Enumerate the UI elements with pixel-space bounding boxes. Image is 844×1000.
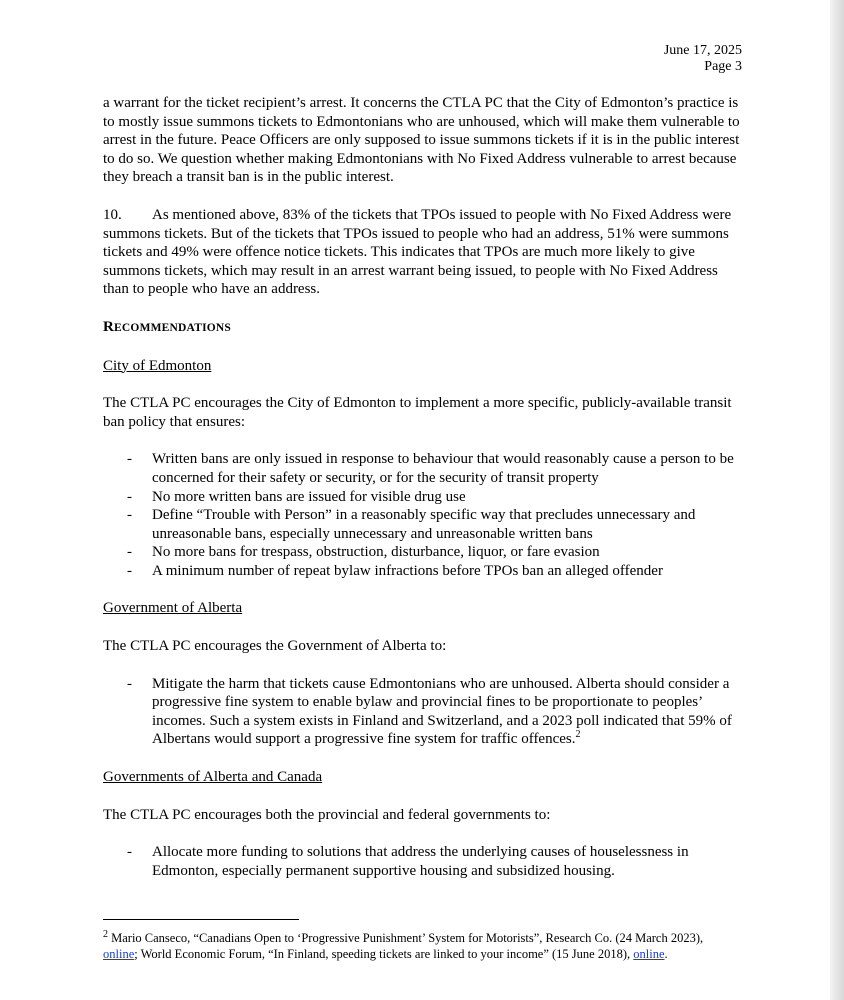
page-header bbox=[664, 43, 742, 75]
paragraph-10-text: As mentioned above, 83% of the tickets that TPOs issued to people with No Fixed Address were summons tickets. But of the tickets that TPOs issued to people who had an address, 51% were summons tickets and 49% were offence notice tickets. This indicates that TPOs are much more likely to give summons tickets, which may result in an arrest warrant being issued, to people with No Fixed Address than to people who have an address. bbox=[103, 206, 732, 298]
list-item: - A minimum number of repeat bylaw infractions before TPOs ban an alleged offender bbox=[152, 562, 743, 581]
section-heading-alberta: Government of Alberta bbox=[103, 600, 243, 617]
list-item: - No more written bans are issued for visible drug use bbox=[152, 488, 743, 507]
alberta-canada-list bbox=[103, 843, 743, 880]
document-body bbox=[103, 94, 743, 880]
section-heading-edmonton: City of Edmonton bbox=[103, 357, 212, 374]
footnote-text-2: ; World Economic Forum, “In Finland, speeding tickets are linked to your income” (15 June 2018), bbox=[134, 947, 634, 961]
edmonton-intro: The CTLA PC encourages the City of Edmonton to implement a more specific, publicly-available transit ban policy that ensures: bbox=[103, 395, 732, 430]
footnote bbox=[103, 930, 733, 962]
alberta-list bbox=[103, 675, 743, 749]
footnote-link-online-2[interactable]: online bbox=[633, 947, 665, 961]
header-date: June 17, 2025 bbox=[663, 43, 742, 58]
footnote-text-3: . bbox=[664, 947, 668, 961]
paragraph-10 bbox=[103, 206, 743, 299]
recommendations-heading-initial: R bbox=[103, 318, 115, 335]
paragraph-number: 10. bbox=[103, 206, 122, 223]
list-item: - No more bans for trespass, obstruction, disturbance, liquor, or fare evasion bbox=[152, 543, 743, 562]
alberta-canada-intro: The CTLA PC encourages both the provincial and federal governments to: bbox=[103, 806, 551, 823]
list-item: - Allocate more funding to solutions that address the underlying causes of houselessness in Edmonton, especially permanent supportive housing and subsidized housing. bbox=[152, 843, 743, 880]
footnote-separator bbox=[103, 919, 299, 920]
paragraph-continued: a warrant for the ticket recipient’s arrest. It concerns the CTLA PC that the City of Edmonton’s practice is to mostly issue summons tickets to Edmontonians who are unhoused, which will make them vulnerable to arrest in the future. Peace Officers are only supposed to issue summons tickets if it is in the public interest to do so. We question whether making Edmontonians with No Fixed Address vulnerable to arrest because they breach a transit ban is in the public interest. bbox=[103, 95, 740, 186]
list-item: - Written bans are only issued in response to behaviour that would reasonably cause a person to be concerned for their safety or security, or for the security of transit property bbox=[152, 450, 743, 487]
header-page-number: Page 3 bbox=[704, 59, 742, 74]
footnote-number: 2 bbox=[103, 928, 108, 940]
page-edge-shadow bbox=[830, 0, 844, 1000]
section-heading-alberta-canada: Governments of Alberta and Canada bbox=[103, 769, 323, 786]
edmonton-list bbox=[103, 450, 743, 580]
footnote-link-online-1[interactable]: online bbox=[103, 947, 135, 961]
recommendations-heading bbox=[103, 318, 743, 338]
list-item bbox=[152, 675, 743, 749]
list-item: - Define “Trouble with Person” in a reasonably specific way that precludes unnecessary and unreasonable bans, especially unnecessary and unreasonable written bans bbox=[152, 506, 743, 543]
footnote-text-1: Mario Canseco, “Canadians Open to ‘Progressive Punishment’ System for Motorists”, Research Co. (24 March 2023), bbox=[108, 931, 704, 945]
alberta-intro: The CTLA PC encourages the Government of Alberta to: bbox=[103, 638, 447, 655]
recommendations-heading-rest: ECOMMENDATIONS bbox=[114, 321, 231, 334]
list-item-text: Mitigate the harm that tickets cause Edmontonians who are unhoused. Alberta should consider a progressive fine system to enable bylaw and provincial fines to be proportionate to peoples’ incomes. Such a system exists in Finland and Switzerland, and a 2023 poll indicated that 59% of Albertans would support a progressive fine system for traffic offences. bbox=[152, 675, 732, 748]
footnote-reference[interactable]: 2 bbox=[575, 729, 581, 741]
